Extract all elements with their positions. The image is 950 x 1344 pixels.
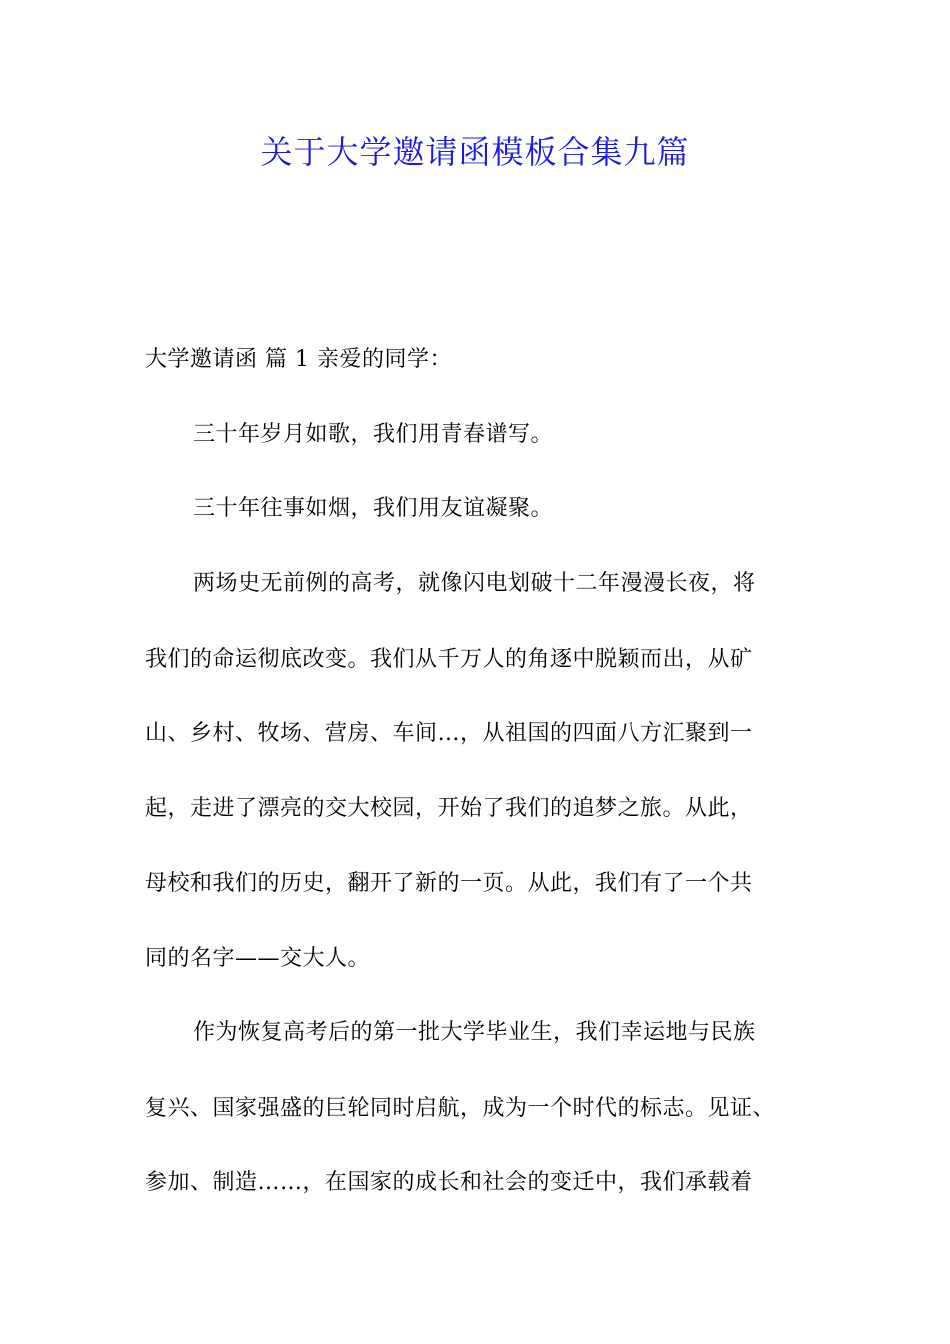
- paragraph-line: 起，走进了漂亮的交大校园，开始了我们的追梦之旅。从此，: [145, 796, 753, 821]
- paragraph-line: 作为恢复高考后的第一批大学毕业生，我们幸运地与民族: [193, 1020, 756, 1045]
- paragraph-line: 参加、制造……，在国家的成长和社会的变迁中，我们承载着: [145, 1170, 753, 1195]
- paragraph-line: 三十年往事如烟，我们用友谊凝聚。: [193, 496, 554, 521]
- paragraph-line: 我们的命运彻底改变。我们从千万人的角逐中脱颖而出，从矿: [145, 647, 753, 672]
- paragraph-line: 山、乡村、牧场、营房、车间…，从祖国的四面八方汇聚到一: [145, 721, 753, 746]
- paragraph-line: 复兴、国家强盛的巨轮同时启航，成为一个时代的标志。见证、: [145, 1096, 776, 1121]
- letter-heading: 大学邀请函 篇 1 亲爱的同学：: [145, 347, 452, 372]
- paragraph-line: 母校和我们的历史，翻开了新的一页。从此，我们有了一个共: [145, 871, 753, 896]
- document-title: 关于大学邀请函模板合集九篇: [260, 133, 690, 171]
- paragraph-line: 同的名字——交大人。: [145, 946, 371, 971]
- paragraph-line: 三十年岁月如歌，我们用青春谱写。: [193, 422, 554, 447]
- paragraph-line: 两场史无前例的高考，就像闪电划破十二年漫漫长夜，将: [193, 571, 756, 596]
